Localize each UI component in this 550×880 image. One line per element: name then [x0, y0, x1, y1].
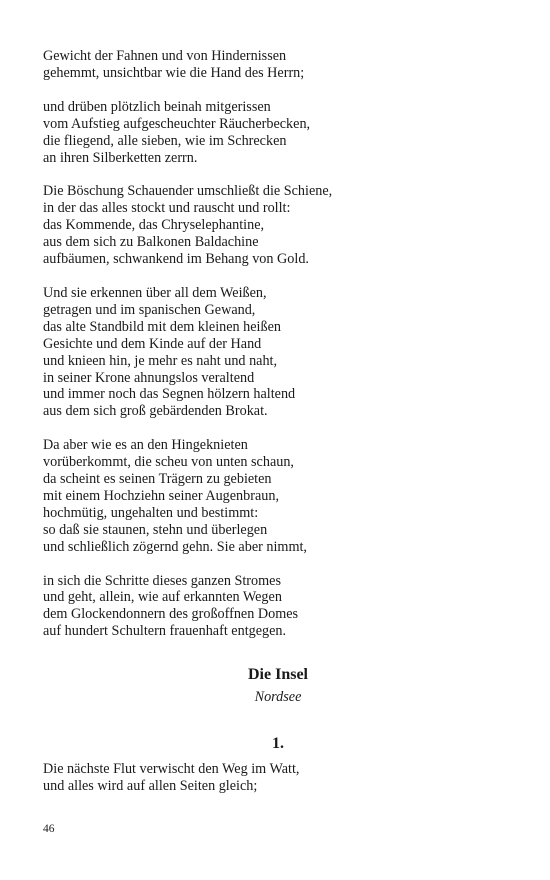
verse-line: vom Aufstieg aufgescheuchter Räucherbecken,	[43, 115, 311, 132]
verse-line: getragen und im spanischen Gewand,	[43, 301, 256, 318]
verse-line: das Kommende, das Chryselephantine,	[43, 217, 265, 234]
verse-line: aus dem sich zu Balkonen Baldachine	[43, 234, 259, 251]
poem-body	[43, 48, 513, 640]
stanza	[43, 285, 513, 420]
verse-line: gehemmt, unsichtbar wie die Hand des Herrn;	[43, 64, 305, 81]
verse-line: an ihren Silberketten zerrn.	[43, 149, 198, 166]
stanza	[43, 183, 513, 268]
stanza	[43, 48, 513, 82]
verse-line: und geht, allein, wie auf erkannten Wegen	[43, 589, 282, 606]
book-page	[43, 48, 513, 812]
verse-line: dem Glockendonnern des großoffnen Domes	[43, 606, 299, 623]
verse-line: in der das alles stockt und rauscht und rollt:	[43, 200, 291, 217]
verse-line: in sich die Schritte dieses ganzen Stromes	[43, 572, 281, 589]
verse-line: Da aber wie es an den Hingeknieten	[43, 437, 248, 454]
verse-line: und knieen hin, je mehr es naht und naht,	[43, 352, 278, 369]
stanza	[43, 99, 513, 167]
verse-line: Gesichte und dem Kinde auf der Hand	[43, 335, 262, 352]
verse-line: da scheint es seinen Trägern zu gebieten	[43, 471, 272, 488]
verse-line: vorüberkommt, die scheu von unten schaun,	[43, 454, 294, 471]
verse-line: auf hundert Schultern frauenhaft entgegen.	[43, 623, 287, 640]
verse-line: das alte Standbild mit dem kleinen heißen	[43, 318, 281, 335]
verse-line: die fliegend, alle sieben, wie im Schrecken	[43, 132, 287, 149]
verse-line: Die Böschung Schauender umschließt die Schiene,	[43, 183, 333, 200]
verse-line: und drüben plötzlich beinah mitgerissen	[43, 98, 271, 115]
verse-line: Die nächste Flut verwischt den Weg im Watt,	[43, 761, 300, 778]
poem-subtitle: Nordsee	[254, 689, 302, 706]
verse-line: und alles wird auf allen Seiten gleich;	[43, 778, 258, 795]
stanza	[43, 437, 513, 555]
verse-line: und immer noch das Segnen hölzern haltend	[43, 386, 296, 403]
verse-line: so daß sie staunen, stehn und überlegen	[43, 521, 268, 538]
page-number: 46	[43, 823, 55, 835]
section-number: 1.	[272, 735, 284, 753]
poem-title: Die Insel	[248, 666, 308, 684]
stanza	[43, 573, 513, 641]
verse-line: aufbäumen, schwankend im Behang von Gold.	[43, 251, 309, 268]
verse-line: in seiner Krone ahnungslos veraltend	[43, 369, 255, 386]
stanza	[43, 761, 513, 795]
verse-line: hochmütig, ungehalten und bestimmt:	[43, 504, 259, 521]
verse-line: Und sie erkennen über all dem Weißen,	[43, 284, 267, 301]
verse-line: aus dem sich groß gebärdenden Brokat.	[43, 403, 268, 420]
verse-line: Gewicht der Fahnen und von Hindernissen	[43, 48, 287, 64]
verse-line: und schließlich zögernd gehn. Sie aber nimmt,	[43, 538, 307, 555]
verse-line: mit einem Hochziehn seiner Augenbraun,	[43, 487, 279, 504]
